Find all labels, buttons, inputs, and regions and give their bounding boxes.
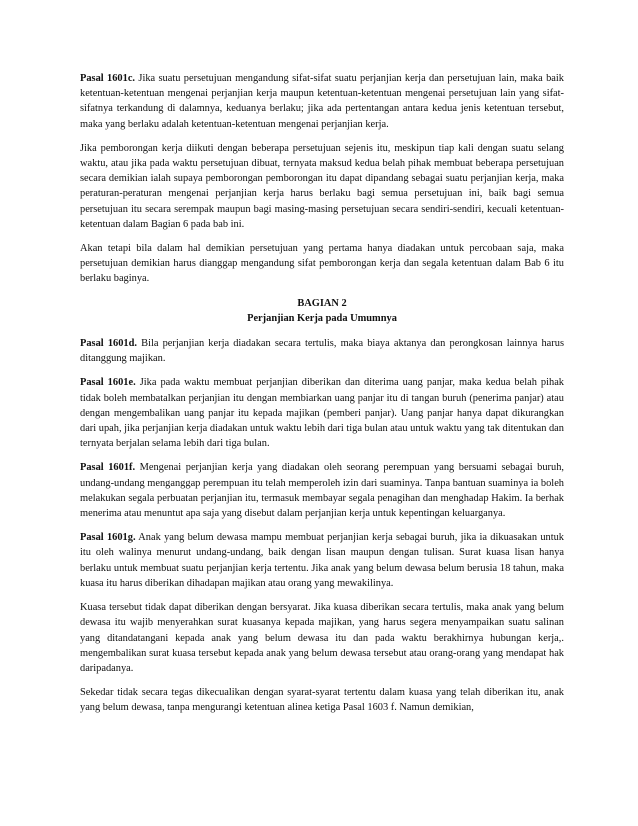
paragraph-text: Bila perjanjian kerja diadakan secara tertulis, maka biaya aktanya dan perongkosan lainnya harus ditanggung majikan. [80, 338, 564, 365]
article-heading: Pasal 1601e. [80, 377, 136, 389]
document-page [80, 71, 564, 725]
paragraph-text: Mengenai perjanjian kerja yang diadakan oleh seorang perempuan yang bersuami sebagai buruh, undang-undang menganggap perempuan itu telah memperoleh izin dari suaminya. Tanpa bantuan suaminya ia boleh melakukan segala perbuatan perjanjian itu, termasuk membayar segala penagihan dan menghadap Hakim. Ia berhak menerima atau menuntut apa saja yang disebut dalam perjanjian kerja untuk kepentingan keluarganya. [80, 462, 565, 520]
paragraph-text: Kuasa tersebut tidak dapat diberikan dengan bersyarat. Jika kuasa diberikan secara tertulis, maka anak yang belum dewasa itu wajib menyerahkan surat kuasanya kepada majikan, yang harus segera menyampaikan suatu salinan yang ditandatangani kepada anak yang belum dewasa itu dan pada waktu berakhirnya hubungan kerja,. mengembalikan surat kuasa tersebut kepada anak yang belum dewasa tersebut atau orang-orang yang mendapat hak daripadanya. [80, 602, 564, 674]
paragraph-pasal-1601g [80, 530, 564, 591]
article-heading: Pasal 1601d. [80, 338, 137, 350]
paragraph-pasal-1601e [80, 375, 564, 451]
section-subtitle: Perjanjian Kerja pada Umumnya [247, 312, 397, 324]
article-heading: Pasal 1601c. [80, 73, 136, 84]
article-heading: Pasal 1601g. [80, 532, 136, 544]
paragraph-pasal-1601c [80, 71, 564, 132]
paragraph-text: Jika pada waktu membuat perjanjian diberikan dan diterima uang panjar, maka kedua belah pihak tidak boleh membatalkan perjanjian itu dengan membiarkan uang panjar itu di tangan buruh (penerima panjar) atau dengan mengembalikan uang panjar itu kepada majikan (pemberi panjar). Uang panjar hanya dapat dikurangkan dari upah, jika perjanjian kerja diadakan untuk waktu lebih dari tiga bulan atau untuk waktu yang tak ditentukan dan ternyata berjalan selama lebih dari tiga bulan. [80, 377, 564, 450]
paragraph-pasal-1601d [80, 336, 564, 366]
paragraph-sekedar [80, 685, 564, 715]
paragraph-text: Anak yang belum dewasa mampu membuat perjanjian kerja sebagai buruh, jika ia dikuasakan untuk itu oleh walinya menurut undang-undang, baik dengan lisan maupun dengan tulisan. Surat kuasa lisan hanya berlaku untuk membuat suatu perjanjian kerja tertentu. Jika anak yang belum dewasa belum berusia 18 tahun, maka kuasa itu harus diberikan dihadapan majikan atau orang yang mewakilinya. [80, 532, 564, 589]
paragraph-text: Sekedar tidak secara tegas dikecualikan dengan syarat-syarat tertentu dalam kuasa yang telah diberikan itu, anak yang belum dewasa, tanpa mengurangi ketentuan alinea ketiga Pasal 1603 f. Namun demikian, [80, 687, 564, 714]
paragraph-text: Jika suatu persetujuan mengandung sifat-sifat suatu perjanjian kerja dan persetujuan lain, maka baik ketentuan-ketentuan mengenai perjanjian kerja maupun ketentuan-ketentuan mengenai persetujuan lain yang sifat-sifatnya terkandung di dalamnya, keduanya berlaku; jika ada pertentangan antara kedua jenis ketentuan tersebut, maka yang berlaku adalah ketentuan-ketentuan mengenai perjanjian kerja. [80, 73, 564, 130]
article-heading: Pasal 1601f. [80, 462, 136, 474]
paragraph-pemborongan [80, 141, 564, 232]
paragraph-text: Jika pemborongan kerja diikuti dengan beberapa persetujuan sejenis itu, meskipun tiap kali dengan suatu selang waktu, atau jika pada waktu persetujuan dibuat, ternyata maksud kedua belah pihak membuat beberapa persetujuan secara demikian ialah supaya pemborongan pemborongan itu dapat dipandang sebagai suatu perjanjian kerja, maka peraturan-peraturan mengenai perjanjian kerja harus berlaku bagi semua persetujuan ini, baik bagi semua persetujuan itu secara serempak maupun bagi masing-masing persetujuan secara sendiri-sendiri, kecuali ketentuan-ketentuan dalam Bagian 6 pada bab ini. [80, 142, 564, 230]
paragraph-kuasa [80, 600, 564, 676]
paragraph-percobaan [80, 241, 564, 287]
paragraph-text: Akan tetapi bila dalam hal demikian persetujuan yang pertama hanya diadakan untuk percobaan saja, maka persetujuan demikian harus dianggap mengandung sifat pemborongan kerja dan segala ketentuan dalam Bab 6 itu berlaku baginya. [80, 243, 564, 285]
paragraph-pasal-1601f [80, 460, 564, 521]
section-title: BAGIAN 2 [297, 297, 347, 309]
section-heading [80, 296, 564, 326]
